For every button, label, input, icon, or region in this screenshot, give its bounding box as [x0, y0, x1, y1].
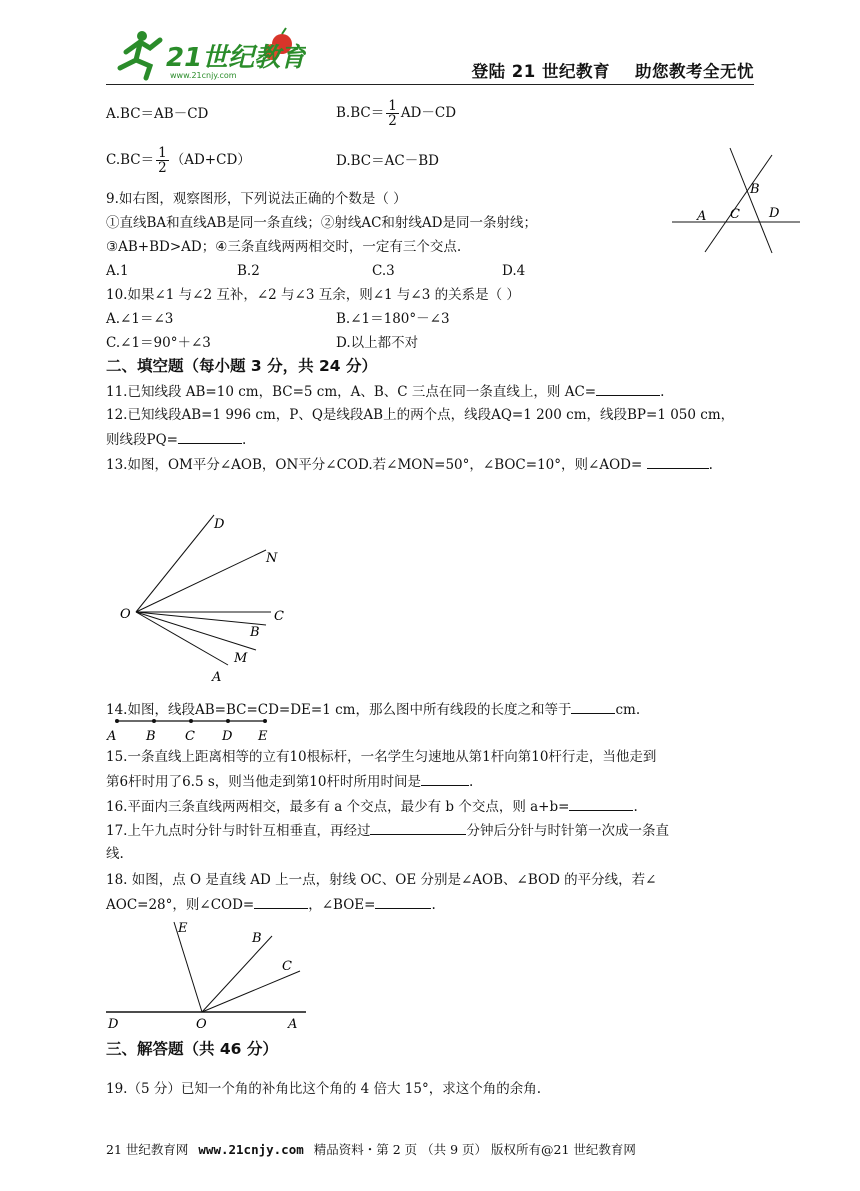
q15-line-2: 第6杆时用了6.5 s，则当他走到第10杆时所用时间是 . [106, 771, 473, 792]
q14-figure [106, 714, 276, 744]
q10-option-c: C.∠1＝90°＋∠3 [106, 335, 211, 351]
q13-figure [116, 510, 296, 685]
answer-blank[interactable] [421, 771, 469, 786]
q10-option-b: B.∠1＝180°－∠3 [336, 311, 450, 327]
q8-option-a: A.BC＝AB－CD [106, 106, 209, 122]
answer-blank[interactable] [569, 796, 633, 811]
q8-option-b: B.BC＝ $\frac{1}{2}$ AD－CD [336, 98, 457, 129]
q10-option-a: A.∠1＝∠3 [106, 311, 174, 327]
q11: 11.已知线段 AB=10 cm，BC=5 cm，A、B、C 三点在同一条直线上，则 AC= . [106, 381, 664, 402]
section-3-heading: 三、解答题（共 46 分） [106, 1040, 278, 1058]
q8-option-d: D.BC＝AC－BD [336, 153, 439, 169]
q18-label-d: D [108, 1017, 119, 1032]
q18-line-2: AOC=28°，则∠COD= ，∠BOE= . [106, 894, 436, 915]
footer [106, 1140, 636, 1158]
q16: 16.平面内三条直线两两相交，最多有 a 个交点，最少有 b 个交点，则 a+b= . [106, 796, 638, 817]
q19: 19.（5 分）已知一个角的补角比这个角的 4 倍大 15°，求这个角的余角. [106, 1081, 542, 1097]
q9-label-c: C [730, 207, 740, 222]
footer-right: 精品资料・第 2 页 （共 9 页） 版权所有@21 世纪教育网 [313, 1142, 636, 1157]
q9-option-a: A.1 [106, 263, 129, 279]
q14-label-e: E [258, 729, 268, 744]
q12-line-2: 则线段PQ= . [106, 429, 246, 450]
q14-label-c: C [185, 729, 195, 744]
answer-blank[interactable] [571, 699, 615, 714]
q9-statement-1: ①直线BA和直线AB是同一条直线；②射线AC和射线AD是同一条射线； [106, 215, 537, 231]
footer-left: 21 世纪教育网 [106, 1142, 189, 1157]
q18-label-b: B [252, 931, 262, 946]
q9-label-b: B [750, 182, 760, 197]
q17-line-1: 17.上午九点时分针与时针互相垂直，再经过 分钟后分针与时针第一次成一条直 [106, 820, 669, 841]
q13-label-o: O [120, 607, 131, 622]
q13: 13.如图，OM平分∠AOB，ON平分∠COD.若∠MON=50°，∠BOC=10°，则∠AOD= . [106, 454, 713, 475]
q10-option-d: D.以上都不对 [336, 335, 419, 351]
answer-blank[interactable] [370, 820, 466, 835]
q17-line-2: 线. [106, 846, 124, 862]
answer-blank[interactable] [596, 381, 660, 396]
header-divider [106, 84, 754, 85]
q15-line-1: 15.一条直线上距离相等的立有10根标杆，一名学生匀速地从第1杆向第10杆行走，当他走到 [106, 749, 657, 765]
runner-icon [120, 31, 160, 78]
q13-label-a: A [212, 670, 222, 685]
q9-option-c: C.3 [372, 263, 395, 279]
q9-label-a: A [697, 209, 707, 224]
footer-url[interactable]: www.21cnjy.com [198, 1142, 304, 1157]
q18-label-o: O [196, 1017, 207, 1032]
q9-option-b: B.2 [237, 263, 260, 279]
answer-blank[interactable] [647, 454, 709, 469]
q8-option-c: C.BC＝ $\frac{1}{2}$ （AD+CD） [106, 145, 251, 176]
q14-label-a: A [107, 729, 117, 744]
answer-blank[interactable] [254, 894, 308, 909]
q13-label-d: D [214, 517, 225, 532]
answer-blank[interactable] [178, 429, 242, 444]
header-slogan: 登陆 21 世纪教育 助您教考全无忧 [471, 62, 754, 81]
q18-label-a: A [288, 1017, 298, 1032]
q13-label-b: B [250, 625, 260, 640]
answer-blank[interactable] [375, 894, 431, 909]
logo [106, 22, 306, 82]
q9-statement-2: ③AB+BD>AD；④三条直线两两相交时，一定有三个交点. [106, 239, 462, 255]
fraction: $\frac{1}{2}$ [388, 98, 397, 129]
q13-label-m: M [234, 651, 248, 666]
q9-option-d: D.4 [502, 263, 526, 279]
q14-label-b: B [146, 729, 156, 744]
q18-figure [106, 914, 311, 1032]
q14-label-d: D [222, 729, 233, 744]
fraction: $\frac{1}{2}$ [158, 145, 167, 176]
q13-label-c: C [274, 609, 284, 624]
q18-label-c: C [282, 959, 292, 974]
q18-line-1: 18. 如图，点 O 是直线 AD 上一点，射线 OC、OE 分别是∠AOB、∠BOD 的平分线，若∠ [106, 872, 657, 888]
q9-stem: 9.如右图，观察图形，下列说法正确的个数是（ ） [106, 191, 407, 207]
logo-text: 21世纪教育 [166, 43, 306, 73]
q14: 14.如图，线段AB=BC=CD=DE=1 cm，那么图中所有线段的长度之和等于 cm. [106, 699, 640, 720]
section-2-heading: 二、填空题（每小题 3 分，共 24 分） [106, 357, 377, 375]
q18-label-e: E [178, 921, 188, 936]
q9-figure [672, 145, 802, 255]
logo-url: www.21cnjy.com [170, 71, 237, 80]
q9-label-d: D [769, 206, 780, 221]
q10-stem: 10.如果∠1 与∠2 互补，∠2 与∠3 互余，则∠1 与∠3 的关系是（ ） [106, 287, 520, 303]
q13-label-n: N [266, 551, 278, 566]
q12-line-1: 12.已知线段AB=1 996 cm，P、Q是线段AB上的两个点，线段AQ=1 200 cm，线段BP=1 050 cm， [106, 407, 735, 423]
